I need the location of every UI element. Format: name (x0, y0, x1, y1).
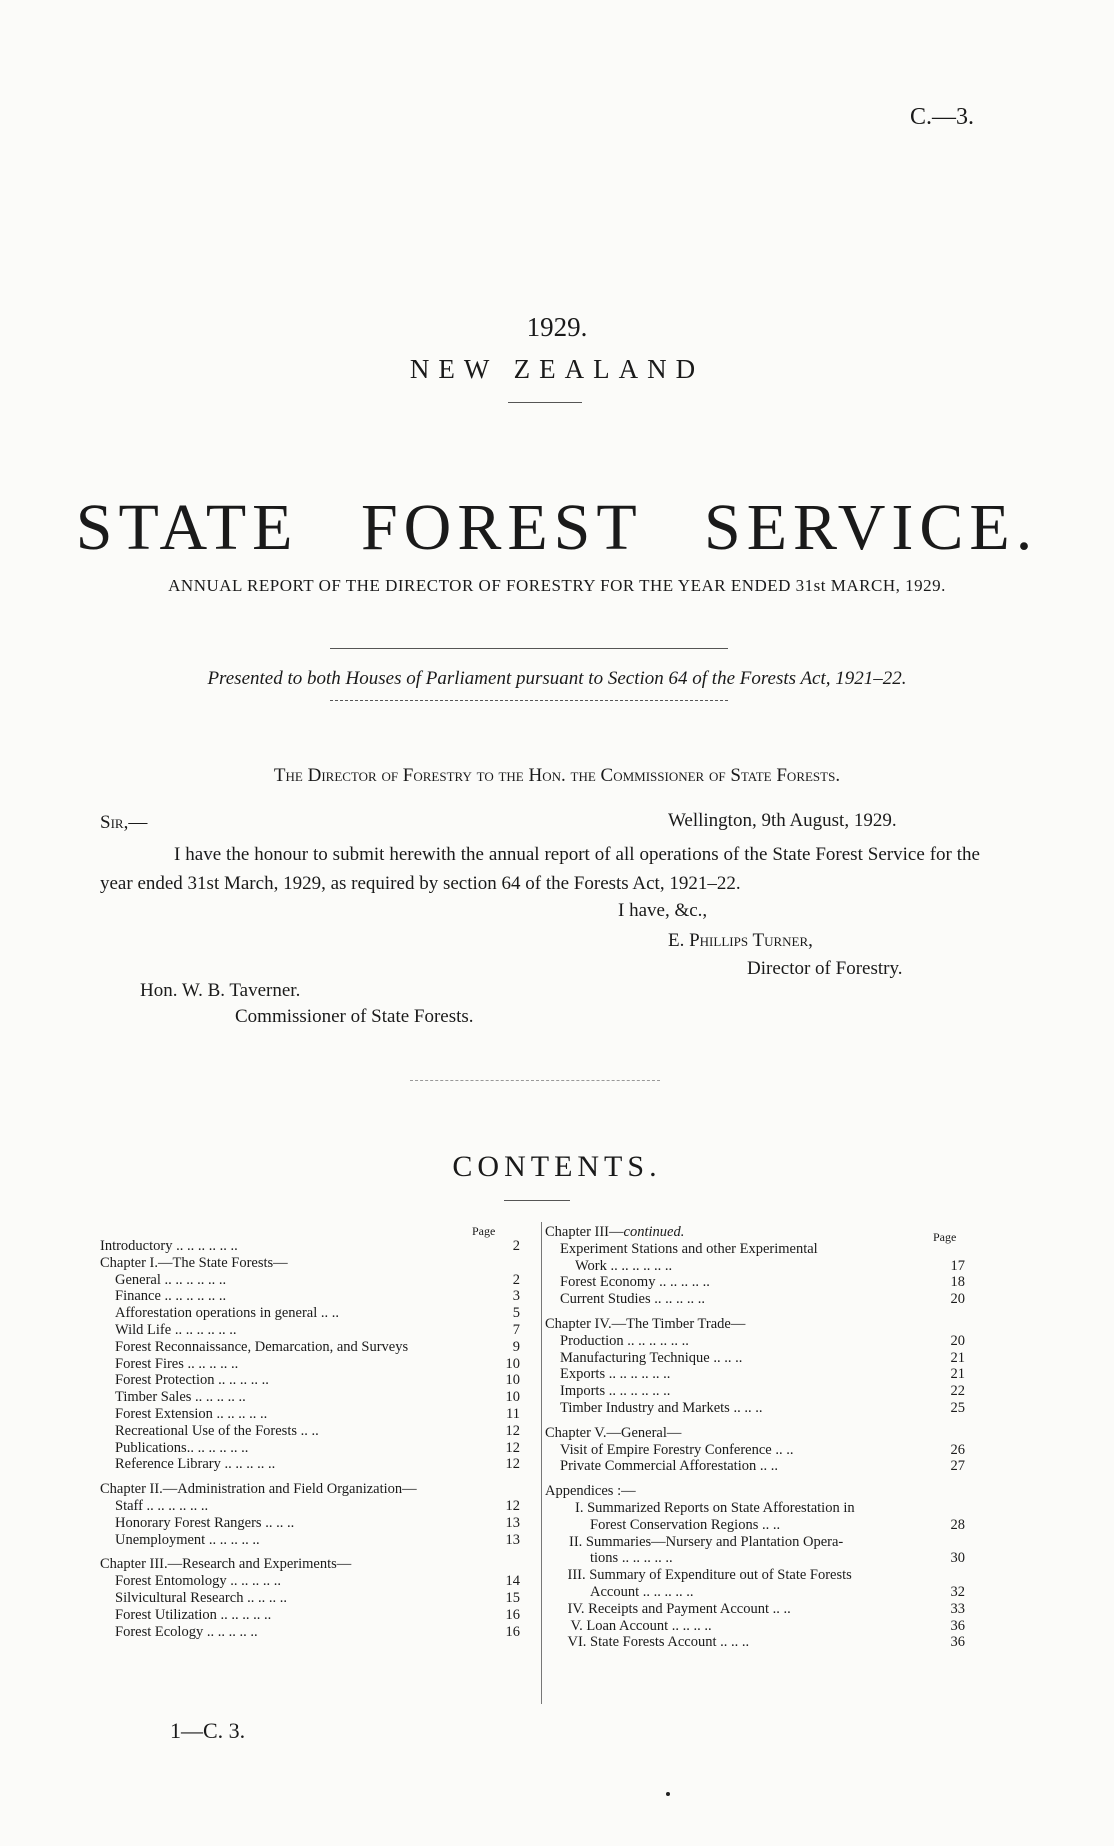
toc-entry-page: 20 (950, 1332, 965, 1349)
toc-entry (100, 1498, 520, 1515)
toc-entry-page: 2 (512, 1271, 520, 1288)
toc-entry-label: Timber Industry and Markets .. .. .. (560, 1399, 763, 1416)
toc-entry-label: Forest Entomology .. .. .. .. .. (115, 1573, 281, 1590)
toc-entry-label: Forest Protection .. .. .. .. .. (115, 1372, 269, 1389)
toc-entry (100, 1255, 520, 1272)
contents-right-column (545, 1224, 965, 1651)
divider-contents (504, 1200, 570, 1201)
document-reference: C.—3. (909, 104, 974, 130)
toc-entry-page: 18 (950, 1274, 965, 1291)
toc-entry (100, 1322, 520, 1339)
letter-recipient-name: Hon. W. B. Taverner. (140, 980, 301, 1001)
toc-entry-label: Production .. .. .. .. .. .. (560, 1332, 689, 1349)
toc-entry-label: tions .. .. .. .. .. (590, 1550, 673, 1567)
toc-entry-page: 16 (505, 1606, 520, 1623)
toc-entry (100, 1532, 520, 1549)
toc-entry (100, 1440, 520, 1457)
toc-entry (100, 1406, 520, 1423)
toc-entry-label: Visit of Empire Forestry Conference .. .. (560, 1441, 794, 1458)
toc-entry-label: Forest Ecology .. .. .. .. .. (115, 1623, 258, 1640)
page-column-label-left: Page (472, 1224, 496, 1238)
toc-entry-page: 15 (505, 1589, 520, 1606)
toc-entry-label: Wild Life .. .. .. .. .. .. (115, 1321, 237, 1338)
divider-short (508, 402, 582, 403)
printer-mark (666, 1792, 670, 1796)
page-column-label-right: Page (933, 1230, 957, 1244)
toc-entry-label: Forest Reconnaissance, Demarcation, and Surveys (115, 1338, 409, 1355)
toc-entry-label: General .. .. .. .. .. .. (115, 1271, 227, 1288)
toc-entry (545, 1425, 965, 1442)
letter-body: I have the honour to submit herewith the annual report of all operations of the State Forest Service for the year ended 31st March, 1929, as required by section 64 of the Forests Act, 1921–22. (100, 844, 980, 894)
toc-entry-label: Private Commercial Afforestation .. .. (560, 1458, 778, 1475)
toc-entry (100, 1515, 520, 1532)
divider-dashed (410, 1080, 660, 1081)
toc-entry-page: 21 (950, 1366, 965, 1383)
toc-entry (100, 1590, 520, 1607)
toc-entry (100, 1305, 520, 1322)
toc-entry-label: Timber Sales .. .. .. .. .. (115, 1389, 246, 1406)
toc-entry (545, 1291, 965, 1308)
contents-column-divider (541, 1222, 542, 1704)
toc-entry-label: I. Summarized Reports on State Afforestation in (575, 1499, 855, 1516)
toc-entry-label: Chapter II.—Administration and Field Organization— (100, 1481, 417, 1498)
toc-entry-page: 10 (505, 1372, 520, 1389)
toc-entry (545, 1618, 965, 1635)
toc-entry (100, 1607, 520, 1624)
toc-spacer (100, 1548, 520, 1556)
toc-entry-page: 36 (950, 1617, 965, 1634)
toc-entry (545, 1584, 965, 1601)
toc-entry-label: III. Summary of Expenditure out of State Forests (567, 1567, 852, 1584)
toc-entry (545, 1458, 965, 1475)
toc-entry-page: 12 (505, 1456, 520, 1473)
toc-entry-label: VI. State Forests Account .. .. .. (567, 1634, 750, 1651)
toc-spacer (545, 1308, 965, 1316)
toc-entry-label: Chapter IV.—The Timber Trade— (545, 1315, 746, 1332)
toc-entry-page: 32 (950, 1583, 965, 1600)
toc-entry-label: Experiment Stations and other Experimental (560, 1240, 818, 1257)
toc-entry-page: 16 (505, 1623, 520, 1640)
letter-salutation: Sir,— (100, 812, 148, 833)
toc-entry (545, 1483, 965, 1500)
toc-entry (100, 1339, 520, 1356)
toc-entry (100, 1573, 520, 1590)
toc-entry-label: Appendices :— (545, 1483, 636, 1500)
toc-entry (545, 1383, 965, 1400)
toc-entry-label: Work .. .. .. .. .. .. (575, 1257, 673, 1274)
divider-presented-top (330, 648, 728, 649)
toc-entry-page: 12 (505, 1422, 520, 1439)
toc-entry (545, 1567, 965, 1584)
toc-entry-label: V. Loan Account .. .. .. .. (570, 1617, 712, 1634)
toc-entry-page: 12 (505, 1497, 520, 1514)
toc-entry-page: 25 (950, 1399, 965, 1416)
toc-spacer (545, 1417, 965, 1425)
toc-entry-page: 10 (505, 1389, 520, 1406)
toc-entry-label: Afforestation operations in general .. .. (115, 1305, 340, 1322)
toc-entry-label: Forest Utilization .. .. .. .. .. (115, 1606, 272, 1623)
toc-entry (100, 1356, 520, 1373)
toc-entry-page: 5 (512, 1305, 520, 1322)
toc-entry-page: 26 (950, 1441, 965, 1458)
document-title: STATE FOREST SERVICE. (75, 491, 1039, 564)
toc-entry-label: Honorary Forest Rangers .. .. .. (115, 1514, 295, 1531)
toc-entry-label: Publications.. .. .. .. .. .. (115, 1439, 249, 1456)
toc-entry-page: 9 (512, 1338, 520, 1355)
toc-entry (545, 1316, 965, 1333)
letter-closing: I have, &c., (618, 900, 708, 921)
toc-entry-label: Recreational Use of the Forests .. .. (115, 1422, 319, 1439)
toc-entry (545, 1241, 965, 1258)
toc-entry-label: Staff .. .. .. .. .. .. (115, 1497, 209, 1514)
toc-entry-label: Manufacturing Technique .. .. .. (560, 1349, 743, 1366)
toc-entry (545, 1550, 965, 1567)
toc-entry (100, 1272, 520, 1289)
toc-entry-label: IV. Receipts and Payment Account .. .. (567, 1600, 791, 1617)
toc-entry-label: Chapter III—continued. (545, 1224, 685, 1240)
letter-place-date: Wellington, 9th August, 1929. (668, 810, 897, 831)
toc-entry (545, 1258, 965, 1275)
presented-note: Presented to both Houses of Parliament pursuant to Section 64 of the Forests Act, 1921–22. (207, 668, 907, 689)
toc-entry-label: Forest Economy .. .. .. .. .. (560, 1274, 710, 1291)
toc-entry-label: Forest Conservation Regions .. .. (590, 1516, 781, 1533)
toc-entry-page: 20 (950, 1291, 965, 1308)
toc-entry-page: 36 (950, 1634, 965, 1651)
toc-entry-label: Exports .. .. .. .. .. .. (560, 1366, 671, 1383)
toc-entry-page: 13 (505, 1531, 520, 1548)
toc-entry-label: Chapter I.—The State Forests— (100, 1254, 288, 1271)
toc-entry-label: Introductory .. .. .. .. .. .. (100, 1238, 238, 1254)
toc-entry-label: Forest Fires .. .. .. .. .. (115, 1355, 239, 1372)
toc-entry (545, 1534, 965, 1551)
toc-entry-label: Forest Extension .. .. .. .. .. (115, 1405, 268, 1422)
toc-entry-page: 33 (950, 1600, 965, 1617)
letter-signatory-title: Director of Forestry. (747, 958, 903, 979)
toc-entry-page: 17 (950, 1257, 965, 1274)
toc-entry-page: 7 (512, 1321, 520, 1338)
toc-entry (545, 1350, 965, 1367)
contents-heading: CONTENTS. (452, 1150, 662, 1183)
country-heading: NEW ZEALAND (409, 354, 705, 384)
toc-entry (545, 1274, 965, 1291)
toc-entry (100, 1389, 520, 1406)
toc-spacer (100, 1473, 520, 1481)
toc-entry-page: 2 (512, 1238, 520, 1254)
toc-entry (100, 1372, 520, 1389)
toc-entry-page: 21 (950, 1349, 965, 1366)
toc-entry (100, 1556, 520, 1573)
toc-entry-page: 12 (505, 1439, 520, 1456)
toc-entry-label: Account .. .. .. .. .. (590, 1583, 694, 1600)
toc-entry (100, 1624, 520, 1641)
toc-entry-label: II. Summaries—Nursery and Plantation Opera- (569, 1533, 844, 1550)
toc-entry (100, 1423, 520, 1440)
toc-entry (545, 1517, 965, 1534)
toc-entry-page: 28 (950, 1516, 965, 1533)
toc-entry (545, 1601, 965, 1618)
toc-entry-page: 10 (505, 1355, 520, 1372)
toc-entry-label: Reference Library .. .. .. .. .. (115, 1456, 276, 1473)
toc-entry (545, 1366, 965, 1383)
toc-entry (545, 1224, 965, 1241)
toc-entry (100, 1238, 520, 1255)
divider-presented-bottom (330, 700, 728, 701)
document-subtitle: ANNUAL REPORT OF THE DIRECTOR OF FORESTRY FOR THE YEAR ENDED 31st MARCH, 1929. (168, 576, 946, 595)
toc-entry-page: 3 (512, 1288, 520, 1305)
report-year: 1929. (526, 312, 588, 342)
letter-address-line: The Director of Forestry to the Hon. the Commissioner of State Forests. (273, 765, 841, 786)
letter-recipient-title: Commissioner of State Forests. (235, 1006, 474, 1027)
toc-entry-label: Imports .. .. .. .. .. .. (560, 1383, 671, 1400)
footer-reference: 1—C. 3. (170, 1718, 246, 1743)
toc-spacer (545, 1475, 965, 1483)
toc-entry (545, 1500, 965, 1517)
toc-entry-page: 13 (505, 1514, 520, 1531)
toc-entry-label: Chapter III.—Research and Experiments— (100, 1556, 352, 1573)
toc-entry-page: 22 (950, 1383, 965, 1400)
toc-entry-label: Finance .. .. .. .. .. .. (115, 1288, 227, 1305)
toc-entry (545, 1634, 965, 1651)
toc-entry-label: Chapter V.—General— (545, 1424, 682, 1441)
toc-entry (100, 1456, 520, 1473)
contents-left-column (100, 1238, 520, 1640)
letter-signatory: E. Phillips Turner, (668, 930, 813, 951)
toc-entry-label: Current Studies .. .. .. .. .. (560, 1291, 705, 1308)
toc-entry (545, 1333, 965, 1350)
toc-entry-label: Silvicultural Research .. .. .. .. (115, 1589, 287, 1606)
toc-entry (100, 1481, 520, 1498)
toc-entry (545, 1442, 965, 1459)
toc-entry-page: 30 (950, 1550, 965, 1567)
toc-entry-page: 11 (506, 1405, 520, 1422)
toc-entry (100, 1288, 520, 1305)
toc-entry (545, 1400, 965, 1417)
toc-entry-page: 14 (505, 1573, 520, 1590)
toc-entry-label: Unemployment .. .. .. .. .. (115, 1531, 260, 1548)
toc-entry-page: 27 (950, 1458, 965, 1475)
